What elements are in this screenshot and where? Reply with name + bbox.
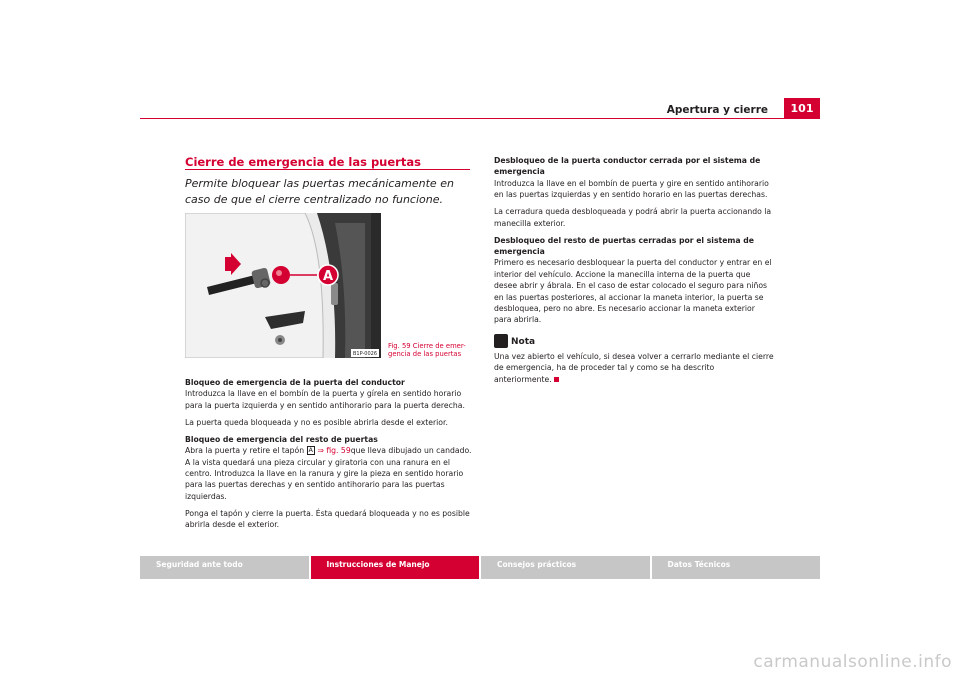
heading-driver-lock: Bloqueo de emergencia de la puerta del conductor bbox=[185, 378, 405, 387]
footer-tab-instrucciones[interactable]: Instrucciones de Manejo bbox=[311, 556, 482, 579]
footer-tab-datos[interactable]: Datos Técnicos bbox=[652, 556, 821, 579]
section-title: Cierre de emergencia de las puertas bbox=[185, 155, 421, 169]
paragraph: Introduzca la llave en el bombín de la puerta y gírela en sentido horario para la puerta izquierda y en sentido antihorario para la puerta derecha. bbox=[185, 389, 465, 410]
page-header-title: Apertura y cierre bbox=[666, 104, 768, 116]
note-text: Una vez abierto el vehículo, si desea volver a cerrarlo mediante el cierre de emergencia, ha de proceder tal y como se ha descrito anteriormente. bbox=[494, 351, 774, 384]
page-number: 101 bbox=[784, 98, 820, 118]
footer-tab-consejos[interactable]: Consejos prácticos bbox=[481, 556, 652, 579]
heading-other-doors-lock: Bloqueo de emergencia del resto de puertas bbox=[185, 434, 378, 444]
header-rule bbox=[140, 118, 820, 119]
door-lock-figure bbox=[185, 213, 381, 358]
figure-caption: Fig. 59 Cierre de emer-gencia de las puertas bbox=[388, 342, 466, 358]
figure-link[interactable]: ⇒ fig. 59 bbox=[317, 446, 351, 456]
end-of-section-mark bbox=[554, 377, 559, 382]
paragraph: Ponga el tapón y cierre la puerta. Ésta quedará bloqueada y no es posible abrirla desde el exterior. bbox=[185, 508, 470, 530]
paragraph: Primero es necesario desbloquear la puerta del conductor y entrar en el interior del vehículo. Accione la manecilla interna de la puerta que desee abrir y ábrala. En el caso de estar colocado el seguro para niños en las puertas posteriores, al accionar la maneta interior, la puerta se desbloquea, pero no abre. Es necesario accionar la maneta exterior para abrirla. bbox=[494, 258, 772, 325]
paragraph: La cerradura queda desbloqueada y podrá abrir la puerta accionando la manecilla exterior. bbox=[494, 207, 772, 228]
note-heading bbox=[494, 334, 774, 348]
paragraph: Introduzca la llave en el bombín de puerta y gire en sentido antihorario en las puertas izquierdas y en sentido horario en las puertas derechas. bbox=[494, 178, 769, 200]
paragraph-text: Abra la puerta y retire el tapón bbox=[185, 446, 305, 456]
footer-nav bbox=[140, 556, 820, 579]
note-title: Nota bbox=[511, 336, 536, 347]
paragraph bbox=[185, 445, 475, 502]
note-hand-icon bbox=[494, 334, 508, 348]
watermark: carmanualsonline.info bbox=[753, 652, 952, 672]
section-rule bbox=[185, 169, 470, 170]
footer-tab-seguridad[interactable]: Seguridad ante todo bbox=[140, 556, 311, 579]
right-column bbox=[494, 155, 774, 391]
note-paragraph bbox=[494, 351, 774, 385]
figure-callout-label: A bbox=[322, 269, 334, 284]
section-intro: Permite bloquear las puertas mecánicamente en caso de que el cierre centralizado no funcione. bbox=[185, 177, 454, 206]
heading-other-doors-unlock: Desbloqueo del resto de puertas cerradas por el sistema de emergencia bbox=[494, 235, 754, 257]
left-column bbox=[185, 377, 475, 536]
paragraph-text: que lleva dibujado un candado. A la vista quedará una pieza circular y giratoria con una ranura en el centro. Introduzca la llave en la ranura y gire la pieza en sentido horario para las puertas derechas y en sentido antihorario para las puertas izquierdas. bbox=[185, 446, 472, 501]
figure-code: B1P-0026 bbox=[352, 351, 378, 357]
callout-ref: A bbox=[308, 446, 313, 455]
heading-driver-unlock: Desbloqueo de la puerta conductor cerrada por el sistema de emergencia bbox=[494, 156, 761, 177]
door-lock-illustration bbox=[185, 213, 381, 358]
paragraph: La puerta queda bloqueada y no es posible abrirla desde el exterior. bbox=[185, 417, 448, 427]
